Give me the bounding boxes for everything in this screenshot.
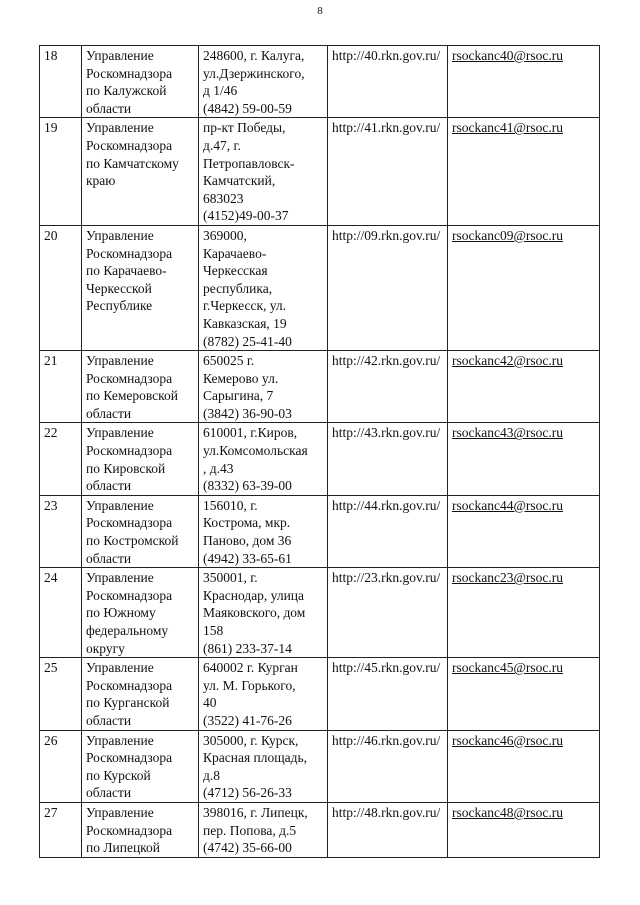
table-row: [40, 46, 600, 118]
department-name-line: Управление: [86, 660, 154, 676]
table-row: [40, 658, 600, 730]
website-link[interactable]: http://43.rkn.gov.ru/: [328, 423, 448, 495]
department-name-cell: [82, 423, 199, 495]
address-line: Паново, дом 36: [203, 533, 292, 549]
department-name-line: краю: [86, 173, 116, 189]
department-name-line: Роскомнадзора: [86, 515, 173, 531]
address-cell: [199, 118, 328, 226]
address-cell: [199, 658, 328, 730]
department-name-cell: [82, 118, 199, 226]
department-name-cell: [82, 351, 199, 423]
website-link[interactable]: http://44.rkn.gov.ru/: [328, 495, 448, 567]
department-name-line: Черкесской: [86, 280, 152, 296]
department-name-line: по Липецкой: [86, 840, 161, 856]
address-line: ул.Дзержинского,: [203, 65, 305, 81]
email-cell: [448, 495, 600, 567]
address-line: д 1/46: [203, 83, 238, 99]
department-name-line: Республике: [86, 298, 153, 314]
address-line: (861) 233-37-14: [203, 640, 292, 656]
department-name-line: Управление: [86, 732, 154, 748]
email-link[interactable]: rsockanc44@rsoc.ru: [452, 497, 564, 513]
address-line: Сарыгина, 7: [203, 388, 274, 404]
department-name-line: федеральному: [86, 623, 169, 638]
department-name-line: Роскомнадзора: [86, 137, 173, 153]
address-cell: [199, 423, 328, 495]
email-cell: [448, 118, 600, 226]
address-line: 610001, г.Киров,: [203, 425, 298, 441]
department-name-line: области: [86, 478, 132, 494]
address-line: (8332) 63-39-00: [203, 478, 292, 494]
website-link[interactable]: http://23.rkn.gov.ru/: [328, 568, 448, 658]
website-link[interactable]: http://40.rkn.gov.ru/: [328, 46, 448, 118]
address-line: 650025 г.: [203, 353, 255, 369]
website-link[interactable]: http://09.rkn.gov.ru/: [328, 225, 448, 350]
email-link[interactable]: rsockanc48@rsoc.ru: [452, 804, 564, 820]
row-number: 22: [40, 423, 82, 495]
department-name-line: по Карачаево-: [86, 263, 167, 279]
address-line: 156010, г.: [203, 497, 258, 513]
address-line: 40: [203, 695, 217, 711]
department-name-line: по Калужской: [86, 83, 167, 99]
email-link[interactable]: rsockanc09@rsoc.ru: [452, 227, 564, 243]
table-row: [40, 118, 600, 226]
address-line: Кострома, мкр.: [203, 515, 291, 531]
email-cell: [448, 351, 600, 423]
address-line: Камчатский,: [203, 173, 276, 189]
table-row: [40, 802, 600, 857]
row-number: 26: [40, 730, 82, 802]
page-number: 8: [317, 5, 323, 17]
address-line: 350001, г.: [203, 570, 258, 586]
department-name-line: Роскомнадзора: [86, 443, 173, 459]
address-line: (4942) 33-65-61: [203, 550, 292, 566]
address-line: (4842) 59-00-59: [203, 100, 292, 116]
address-cell: [199, 495, 328, 567]
email-cell: [448, 802, 600, 857]
address-line: пр-кт Победы,: [203, 120, 286, 136]
registry-table: [39, 45, 600, 858]
address-line: Кавказская, 19: [203, 315, 287, 331]
department-name-line: по Кемеровской: [86, 388, 179, 404]
row-number: 21: [40, 351, 82, 423]
address-line: г.Черкесск, ул.: [203, 298, 287, 314]
department-name-line: Управление: [86, 570, 154, 586]
registry-table-body: [40, 46, 600, 858]
row-number: 18: [40, 46, 82, 118]
address-line: д.8: [203, 767, 220, 783]
address-line: д.47, г.: [203, 137, 241, 153]
table-row: [40, 423, 600, 495]
address-cell: [199, 46, 328, 118]
address-line: Карачаево-: [203, 245, 267, 261]
address-line: 398016, г. Липецк,: [203, 804, 308, 820]
department-name-line: Роскомнадзора: [86, 245, 173, 261]
address-line: (4742) 35-66-00: [203, 840, 292, 856]
email-link[interactable]: rsockanc43@rsoc.ru: [452, 425, 564, 441]
address-line: 640002 г. Курган: [203, 660, 298, 676]
address-line: 305000, г. Курск,: [203, 732, 299, 748]
address-cell: [199, 568, 328, 658]
email-link[interactable]: rsockanc42@rsoc.ru: [452, 353, 564, 369]
department-name-line: по Кировской: [86, 460, 166, 476]
address-line: (4152)49-00-37: [203, 208, 289, 224]
address-line: Петропавловск-: [203, 155, 295, 171]
department-name-line: Роскомнадзора: [86, 677, 173, 693]
department-name-line: Управление: [86, 425, 154, 441]
address-cell: [199, 225, 328, 350]
address-line: 158: [203, 623, 224, 638]
website-link[interactable]: http://45.rkn.gov.ru/: [328, 658, 448, 730]
department-name-line: Управление: [86, 497, 154, 513]
row-number: 24: [40, 568, 82, 658]
department-name-cell: [82, 495, 199, 567]
address-line: республика,: [203, 280, 273, 296]
address-cell: [199, 730, 328, 802]
email-link[interactable]: rsockanc40@rsoc.ru: [452, 48, 564, 63]
department-name-line: Роскомнадзора: [86, 822, 173, 838]
address-line: ул.Комсомольская: [203, 443, 308, 459]
department-name-line: области: [86, 712, 132, 728]
address-line: Красная площадь,: [203, 750, 308, 766]
email-cell: [448, 568, 600, 658]
website-link[interactable]: http://42.rkn.gov.ru/: [328, 351, 448, 423]
email-cell: [448, 423, 600, 495]
email-cell: [448, 225, 600, 350]
department-name-line: Роскомнадзора: [86, 587, 173, 603]
department-name-line: области: [86, 785, 132, 801]
department-name-line: по Южному: [86, 605, 156, 621]
address-line: , д.43: [203, 460, 234, 476]
department-name-cell: [82, 568, 199, 658]
email-link[interactable]: rsockanc45@rsoc.ru: [452, 660, 564, 676]
email-cell: [448, 46, 600, 118]
address-line: (8782) 25-41-40: [203, 333, 292, 349]
address-cell: [199, 802, 328, 857]
address-line: (3842) 36-90-03: [203, 405, 292, 421]
department-name-line: Управление: [86, 48, 154, 63]
row-number: 25: [40, 658, 82, 730]
address-line: ул. М. Горького,: [203, 677, 296, 693]
department-name-line: Роскомнадзора: [86, 750, 173, 766]
department-name-line: Роскомнадзора: [86, 65, 173, 81]
department-name-cell: [82, 730, 199, 802]
department-name-line: Управление: [86, 227, 154, 243]
department-name-cell: [82, 658, 199, 730]
email-link[interactable]: rsockanc46@rsoc.ru: [452, 732, 564, 748]
department-name-line: округу: [86, 640, 125, 656]
address-line: (4712) 56-26-33: [203, 785, 292, 801]
department-name-cell: [82, 802, 199, 857]
address-line: Маяковского, дом: [203, 605, 306, 621]
address-line: 683023: [203, 190, 244, 206]
department-name-line: по Курганской: [86, 695, 170, 711]
table-row: [40, 730, 600, 802]
table-row: [40, 568, 600, 658]
address-cell: [199, 351, 328, 423]
table-row: [40, 225, 600, 350]
table-row: [40, 495, 600, 567]
department-name-line: Управление: [86, 120, 154, 136]
address-line: пер. Попова, д.5: [203, 822, 297, 838]
address-line: (3522) 41-76-26: [203, 712, 292, 728]
website-link[interactable]: http://46.rkn.gov.ru/: [328, 730, 448, 802]
department-name-line: по Камчатскому: [86, 155, 179, 171]
department-name-line: по Костромской: [86, 533, 179, 549]
row-number: 20: [40, 225, 82, 350]
address-line: Кемерово ул.: [203, 370, 279, 386]
address-line: 369000,: [203, 227, 247, 243]
department-name-line: области: [86, 405, 132, 421]
department-name-line: Управление: [86, 353, 154, 369]
address-line: 248600, г. Калуга,: [203, 48, 305, 63]
website-link[interactable]: http://48.rkn.gov.ru/: [328, 802, 448, 857]
department-name-line: области: [86, 100, 132, 116]
row-number: 27: [40, 802, 82, 857]
table-row: [40, 351, 600, 423]
row-number: 23: [40, 495, 82, 567]
department-name-cell: [82, 46, 199, 118]
department-name-line: по Курской: [86, 767, 151, 783]
website-link[interactable]: http://41.rkn.gov.ru/: [328, 118, 448, 226]
department-name-cell: [82, 225, 199, 350]
row-number: 19: [40, 118, 82, 226]
email-cell: [448, 730, 600, 802]
email-link[interactable]: rsockanc41@rsoc.ru: [452, 120, 564, 136]
address-line: Черкесская: [203, 263, 268, 279]
address-line: Краснодар, улица: [203, 587, 305, 603]
email-cell: [448, 658, 600, 730]
department-name-line: Роскомнадзора: [86, 370, 173, 386]
email-link[interactable]: rsockanc23@rsoc.ru: [452, 570, 564, 586]
department-name-line: Управление: [86, 804, 154, 820]
department-name-line: области: [86, 550, 132, 566]
